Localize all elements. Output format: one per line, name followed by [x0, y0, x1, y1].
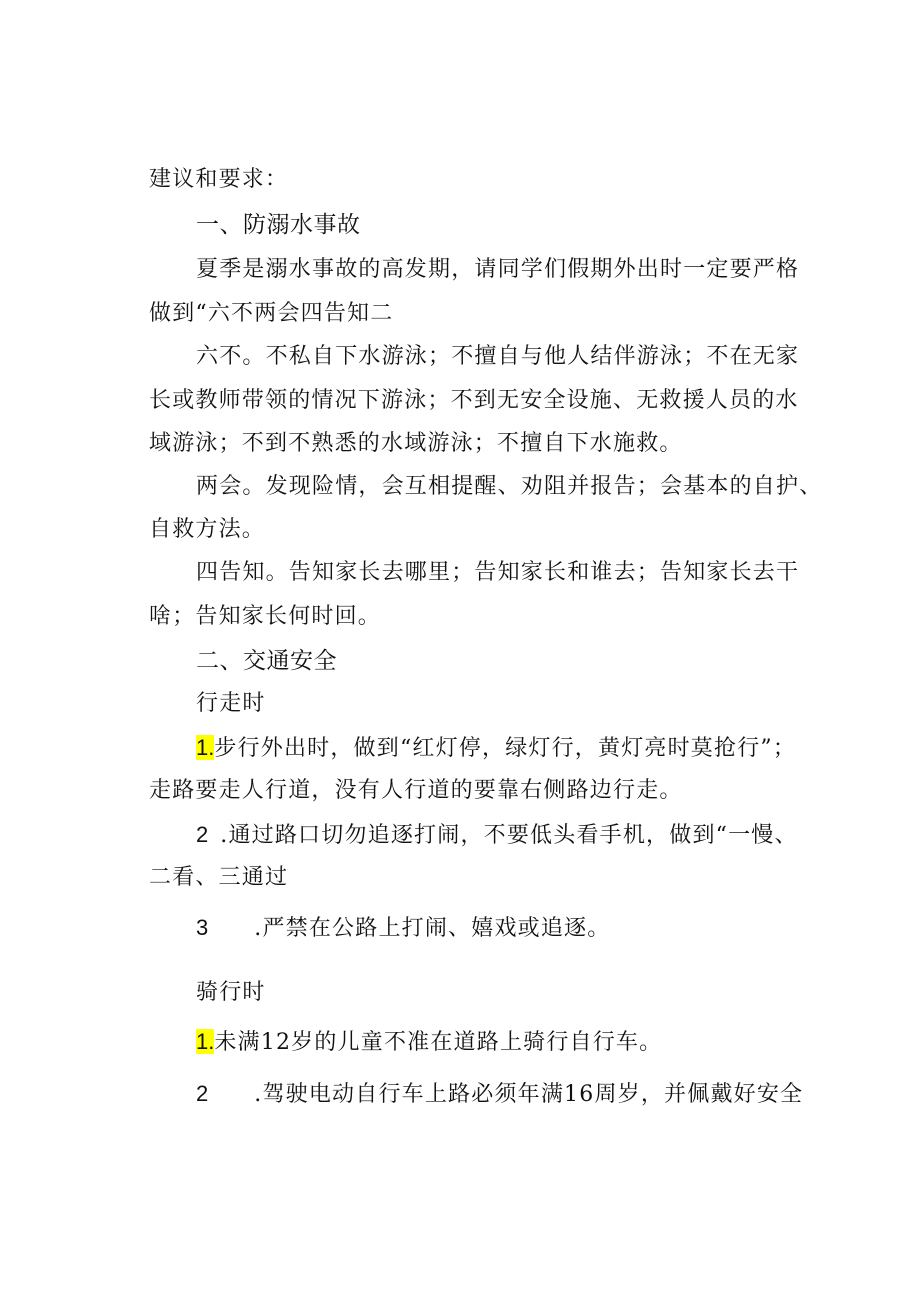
walking-item3-number: 3 [196, 915, 209, 940]
walking-item3 [196, 912, 610, 945]
walking-item1-number: 1. [196, 735, 215, 760]
riding-label: 骑行时 [196, 980, 266, 1005]
riding-item2 [196, 1078, 803, 1111]
para-four-tell-line1: 四告知。告知家长去哪里；告知家长和谁去；告知家长去干 [196, 560, 800, 585]
para-summer-line1: 夏季是溺水事故的高发期，请同学们假期外出时一定要严格 [196, 257, 800, 282]
section2-heading: 二、交通安全 [196, 648, 337, 674]
para-summer-line2: 做到“六不两会四告知二 [149, 301, 394, 326]
walking-item2-line1 [196, 819, 798, 852]
walking-label: 行走时 [196, 691, 266, 716]
walking-item2-text: .通过路口切勿追逐打闹，不要低头看手机，做到“一慢、 [220, 823, 798, 848]
riding-item2-number: 2 [196, 1081, 209, 1106]
walking-item1-line2: 走路要走人行道，没有人行道的要靠右侧路边行走。 [149, 778, 683, 803]
riding-item1 [196, 1026, 662, 1059]
section1-heading: 一、防溺水事故 [196, 212, 361, 238]
riding-item2-text: .驾驶电动自行车上路必须年满16周岁，并佩戴好安全 [254, 1082, 804, 1107]
walking-item2-line2: 二看、三通过 [149, 865, 289, 890]
walking-item1-line1 [196, 732, 796, 765]
riding-item1-number: 1. [196, 1029, 215, 1054]
para-four-tell-line2: 啥；告知家长何时回。 [149, 604, 382, 629]
riding-item1-text: 未满12岁的儿童不准在道路上骑行自行车。 [214, 1030, 663, 1055]
para-two-can-line2: 自救方法。 [149, 517, 266, 542]
para-six-no-line3: 域游泳；不到不熟悉的水域游泳；不擅自下水施救。 [149, 431, 683, 456]
para-six-no-line1: 六不。不私自下水游泳；不擅自与他人结伴游泳；不在无家 [196, 344, 800, 369]
para-two-can-line1: 两会。发现险情，会互相提醒、劝阻并报告；会基本的自护、 [196, 474, 823, 499]
walking-item2-number: 2 [196, 822, 209, 847]
para-six-no-line2: 长或教师带领的情况下游泳；不到无安全设施、无救援人员的水 [149, 388, 799, 413]
walking-item1-text: 步行外出时，做到“红灯停，绿灯行，黄灯亮时莫抢行”； [214, 736, 797, 761]
walking-item3-text: .严禁在公路上打闹、嬉戏或追逐。 [254, 916, 611, 941]
intro-text: 建议和要求： [149, 167, 289, 192]
